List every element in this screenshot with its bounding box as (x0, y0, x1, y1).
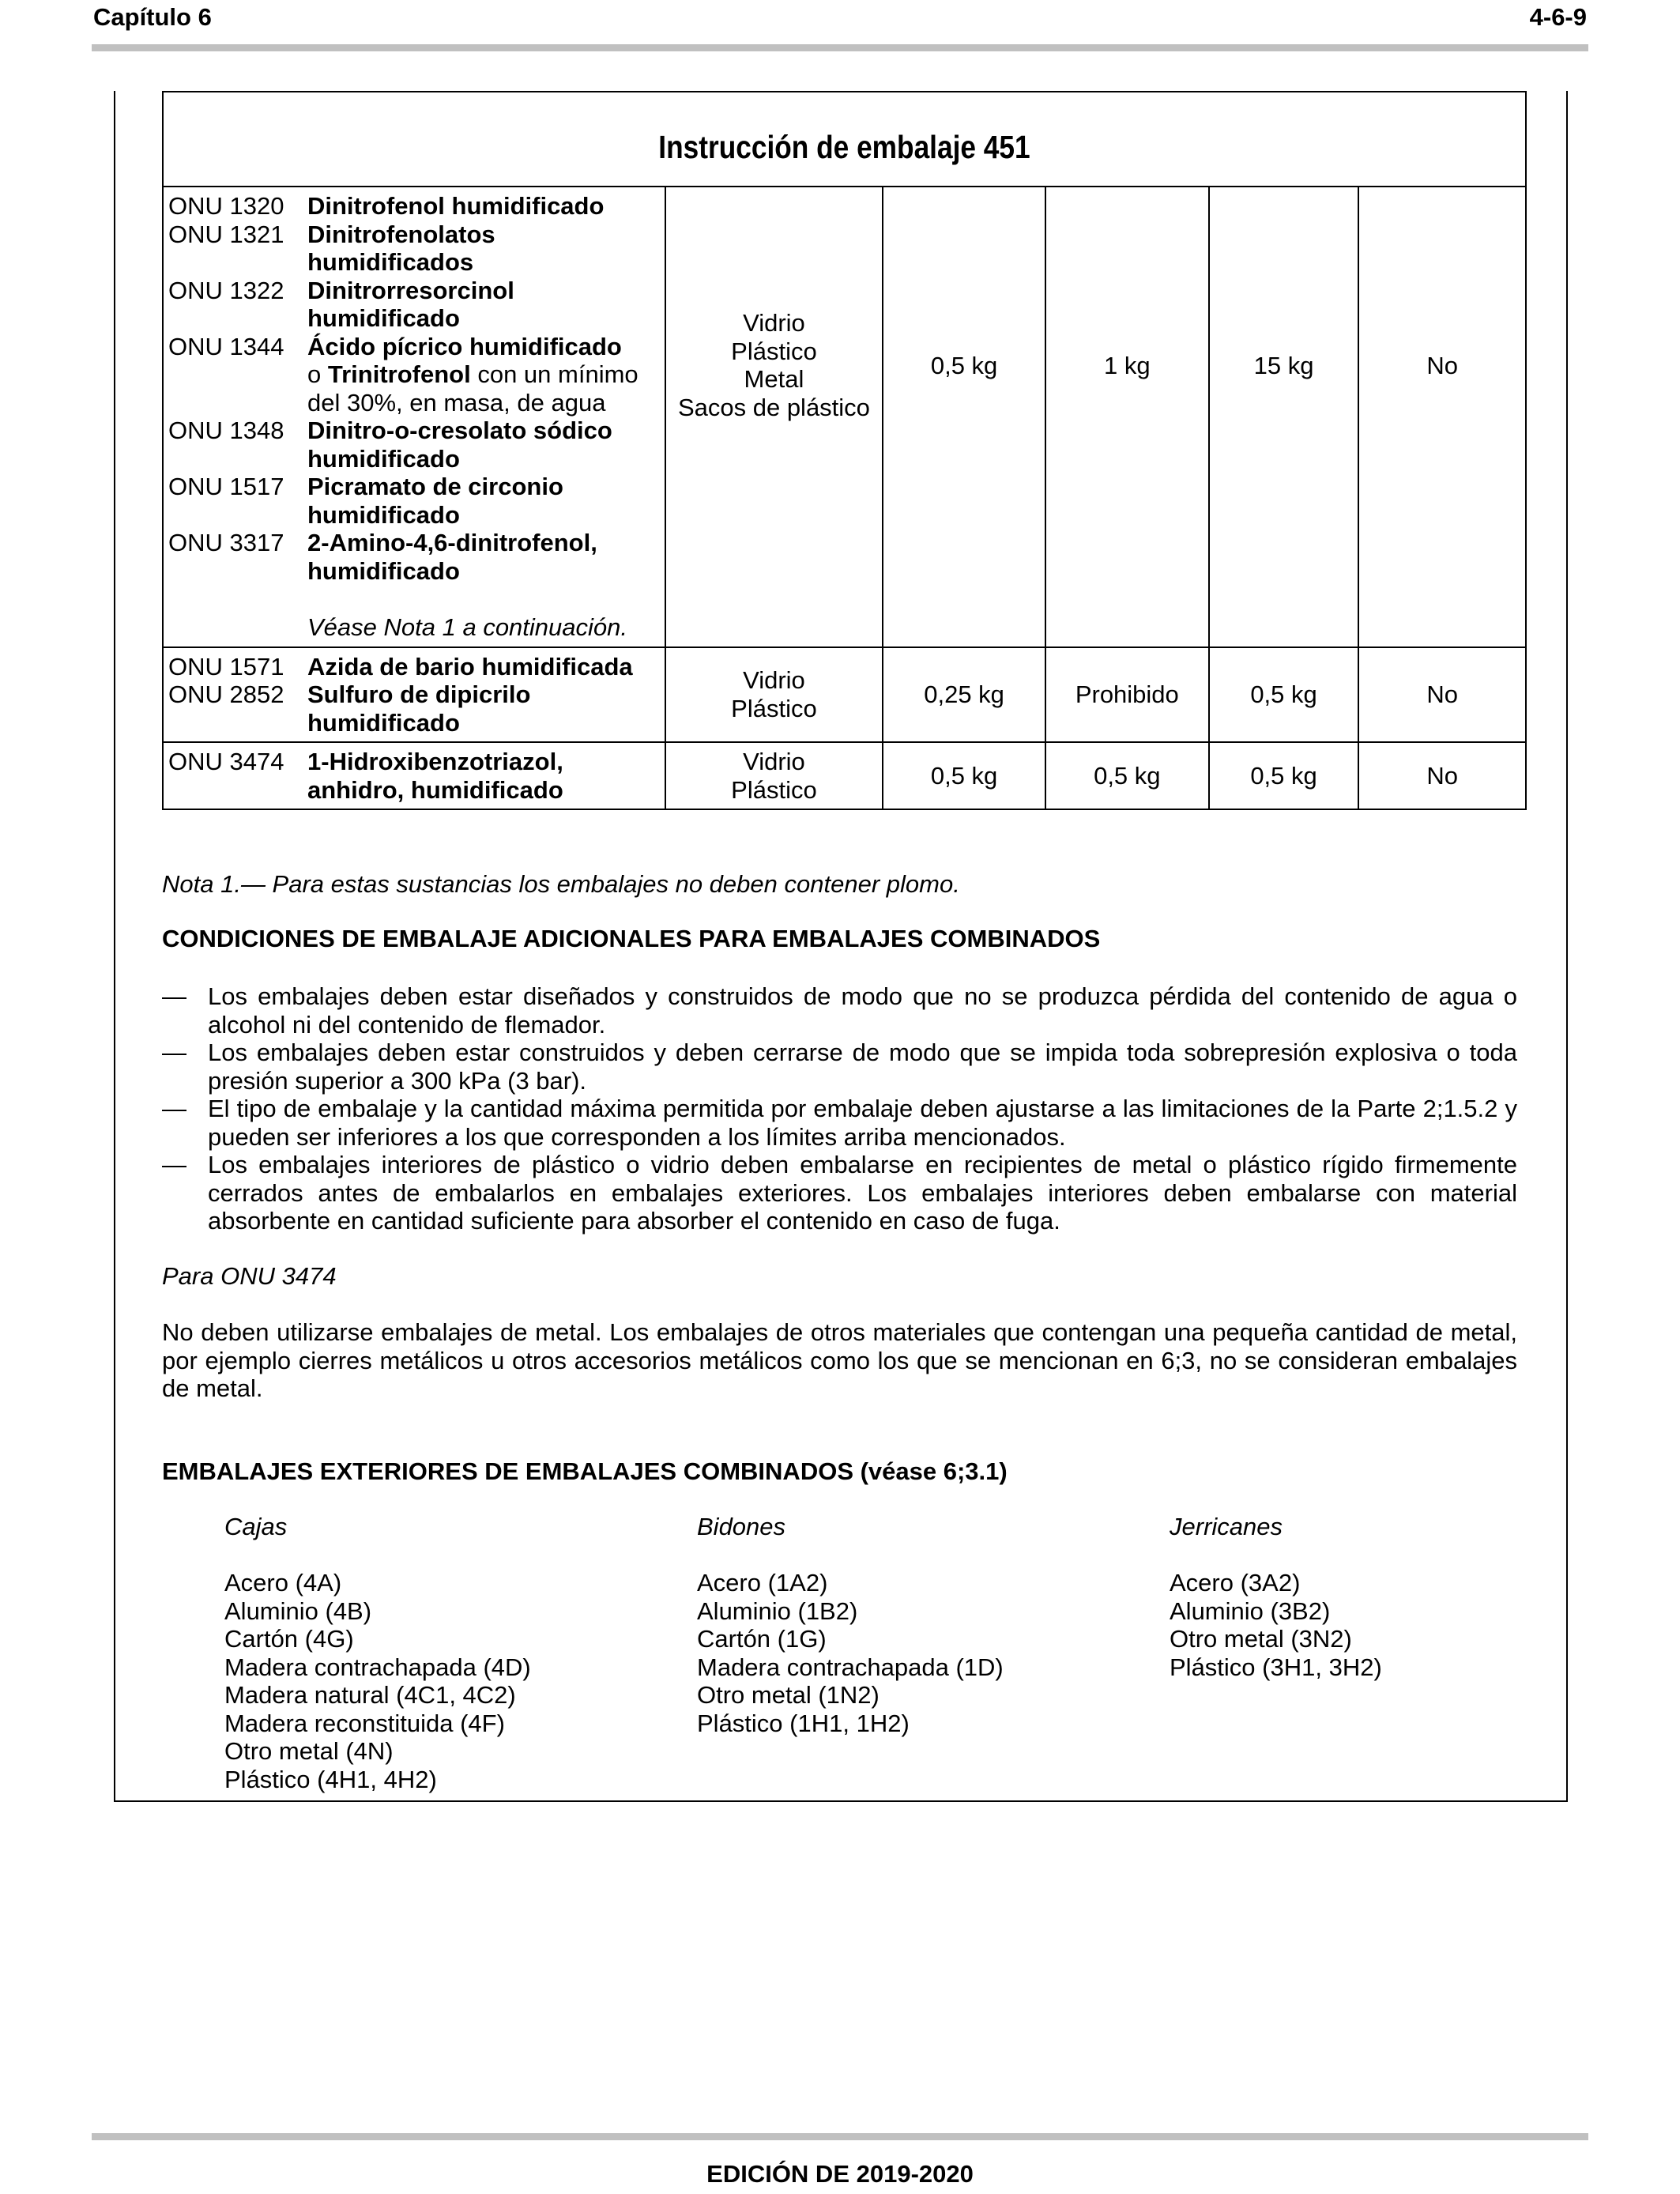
list-item: Aluminio (1B2) (697, 1596, 858, 1625)
onu-number: ONU 1517 (168, 473, 284, 500)
substance-name: Dinitrofenolatos humidificados (307, 220, 495, 276)
list-item: Otro metal (1N2) (697, 1681, 880, 1709)
onu-number: ONU 2852 (168, 680, 284, 708)
header-rule (92, 44, 1588, 51)
table-title: Instrucción de embalaje 451 (658, 128, 1030, 165)
see-note: Véase Nota 1 a continuación. (307, 613, 627, 641)
list-item: Plástico (1H1, 1H2) (697, 1709, 910, 1737)
substance-name: Dinitrofenol humidificado (307, 192, 605, 220)
substance-name: 1-Hidroxibenzotriazol, anhidro, humidificado (307, 748, 563, 804)
substance-name: Dinitro-o-cresolato sódico humidificado (307, 417, 612, 473)
list-item: Otro metal (4N) (224, 1737, 394, 1765)
list-item: Madera contrachapada (1D) (697, 1653, 1004, 1681)
list-item: Madera natural (4C1, 4C2) (224, 1681, 516, 1709)
footer-rule (92, 2133, 1588, 2140)
value-cell: Prohibido (1045, 647, 1209, 743)
list-item: Acero (4A) (224, 1569, 342, 1596)
column-cajas (224, 1513, 531, 1793)
value-cell: 0,5 kg (1045, 742, 1209, 809)
substance-name: Ácido pícrico humidificado o Trinitrofenol con un mínimo del 30%, en masa, de agua (307, 332, 638, 417)
value-cell: 0,5 kg (883, 187, 1045, 647)
substances-cell (163, 187, 665, 647)
value-cell: 0,5 kg (883, 742, 1045, 809)
list-item: Plástico (4H1, 4H2) (224, 1765, 437, 1793)
conditions-list (162, 982, 1517, 1235)
value-cell: No (1358, 742, 1526, 809)
onu-number: ONU 1320 (168, 192, 284, 220)
table-row (163, 742, 1526, 809)
list-item: — Los embalajes deben estar diseñados y construidos de modo que no se produzca pérdida del contenido de agua o alcohol ni del contenido de flemador. (162, 982, 1517, 1039)
list-item: Acero (1A2) (697, 1569, 828, 1596)
onu-number: ONU 1571 (168, 652, 284, 680)
substance-name: 2-Amino-4,6-dinitrofenol, humidificado (307, 529, 597, 585)
column-title: Bidones (697, 1513, 786, 1540)
onu-number: ONU 1321 (168, 220, 284, 248)
chapter-label: Capítulo 6 (93, 3, 212, 31)
list-item: — El tipo de embalaje y la cantidad máxima permitida por embalaje deben ajustarse a las limitaciones de la Parte 2;1.5.2 y pueden ser inferiores a los que corresponden a los límites arriba mencionados. (162, 1095, 1517, 1151)
note-1: Nota 1.— Para estas sustancias los embalajes no deben contener plomo. (162, 870, 960, 898)
list-item: Cartón (1G) (697, 1625, 827, 1653)
list-item: Acero (3A2) (1170, 1569, 1301, 1596)
list-item: Madera contrachapada (4D) (224, 1653, 531, 1681)
substance-name: Dinitrorresorcinol humidificado (307, 276, 514, 332)
value-cell: No (1358, 647, 1526, 743)
onu-number: ONU 3317 (168, 529, 284, 556)
materials-cell: Vidrio Plástico (665, 742, 883, 809)
substance-name: Sulfuro de dipicrilo humidificado (307, 680, 531, 737)
value-cell: 0,5 kg (1209, 647, 1359, 743)
table-row (163, 647, 1526, 743)
conditions-heading: CONDICIONES DE EMBALAJE ADICIONALES PARA EMBALAJES COMBINADOS (162, 925, 1101, 952)
table-title-cell (163, 92, 1526, 187)
packing-instruction-table (162, 91, 1527, 810)
edition-label: EDICIÓN DE 2019-2020 (706, 2160, 974, 2188)
list-item: Cartón (4G) (224, 1625, 354, 1653)
onu3474-heading: Para ONU 3474 (162, 1262, 337, 1290)
outer-packaging-heading: EMBALAJES EXTERIORES DE EMBALAJES COMBINADOS (véase 6;3.1) (162, 1457, 1008, 1485)
table-row (163, 187, 1526, 647)
onu3474-text: No deben utilizarse embalajes de metal. Los embalajes de otros materiales que contengan una pequeña cantidad de metal, por ejemplo cierres metálicos u otros accesorios metálicos como los que se mencionan en 6;3, no se consideran embalajes de metal. (162, 1318, 1517, 1402)
onu-number: ONU 3474 (168, 748, 284, 775)
value-cell: 0,25 kg (883, 647, 1045, 743)
page-number: 4-6-9 (1529, 3, 1587, 31)
value-cell: 0,5 kg (1209, 742, 1359, 809)
column-jerricanes (1170, 1513, 1382, 1681)
value-cell: 1 kg (1045, 187, 1209, 647)
onu-number: ONU 1348 (168, 417, 284, 444)
onu-number: ONU 1344 (168, 332, 284, 360)
list-item: Madera reconstituida (4F) (224, 1709, 505, 1737)
list-item: Otro metal (3N2) (1170, 1625, 1352, 1653)
substance-name: Picramato de circonio humidificado (307, 473, 563, 529)
value-cell: No (1358, 187, 1526, 647)
materials-cell: Vidrio Plástico (665, 647, 883, 743)
list-item: Aluminio (3B2) (1170, 1596, 1331, 1625)
value-cell: 15 kg (1209, 187, 1359, 647)
column-title: Cajas (224, 1513, 288, 1540)
substance-name: Azida de bario humidificada (307, 652, 633, 680)
list-item: Aluminio (4B) (224, 1596, 372, 1625)
onu-number: ONU 1322 (168, 276, 284, 304)
substances-cell (163, 647, 665, 743)
list-item: — Los embalajes interiores de plástico o vidrio deben embalarse en recipientes de metal o plástico rígido firmemente cerrados antes de embalarlos en embalajes exteriores. Los embalajes interiores deben embalarse con material absorbente en cantidad suficiente para absorber el contenido en caso de fuga. (162, 1151, 1517, 1235)
column-bidones (697, 1513, 1004, 1737)
list-item: Plástico (3H1, 3H2) (1170, 1653, 1382, 1681)
list-item: — Los embalajes deben estar construidos y deben cerrarse de modo que se impida toda sobrepresión explosiva o toda presión superior a 300 kPa (3 bar). (162, 1039, 1517, 1095)
column-title: Jerricanes (1170, 1513, 1283, 1540)
substances-cell (163, 742, 665, 809)
materials-cell: Vidrio Plástico Metal Sacos de plástico (665, 187, 883, 647)
